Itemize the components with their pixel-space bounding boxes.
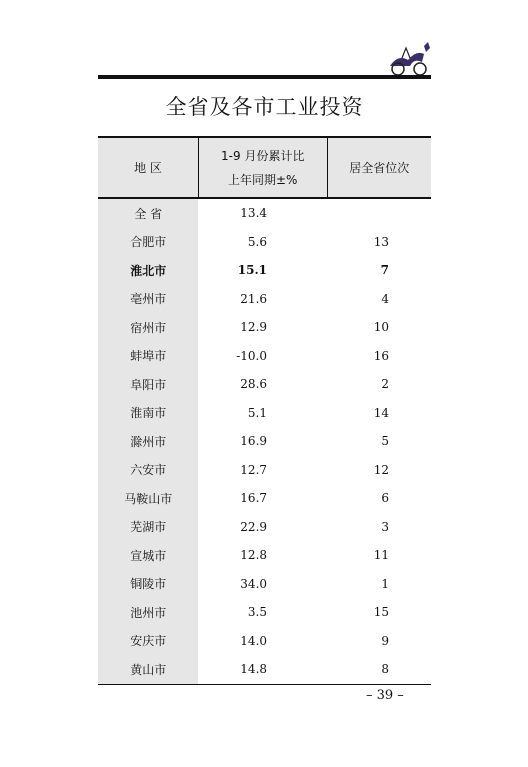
value-cell: 14.0 <box>240 633 268 648</box>
region-cell: 滁州市 <box>98 427 198 456</box>
header-rank: 居全省位次 <box>327 137 431 198</box>
table-row <box>98 570 431 599</box>
header-value <box>198 137 327 198</box>
value-cell: 12.8 <box>240 548 268 563</box>
value-cell: 12.7 <box>240 462 268 477</box>
table-row <box>98 456 431 485</box>
value-cell: 14.8 <box>198 655 327 684</box>
region-cell: 阜阳市 <box>98 370 198 399</box>
region-cell: 黄山市 <box>98 655 198 684</box>
header-rule <box>98 75 431 79</box>
page-number: – 39 – <box>366 688 404 703</box>
rank-cell: 10 <box>373 320 389 335</box>
table-row <box>98 427 431 456</box>
rank-cell: 14 <box>373 405 389 420</box>
region-cell: 淮北市 <box>98 256 198 285</box>
rank-cell: 11 <box>373 548 389 563</box>
rank-cell: 16 <box>373 348 389 363</box>
table-header-row <box>98 137 431 198</box>
rank-cell: 12 <box>373 462 389 477</box>
region-cell: 六安市 <box>98 456 198 485</box>
value-cell: 3.5 <box>247 605 268 620</box>
table-row <box>98 198 431 228</box>
region-cell: 蚌埠市 <box>98 342 198 371</box>
value-cell: 28.6 <box>240 377 268 392</box>
page-title: 全省及各市工业投资 <box>165 95 364 119</box>
region-cell: 池州市 <box>98 598 198 627</box>
header-region: 地 区 <box>98 137 198 198</box>
header-value-line1: 1-9 月份累计比 <box>221 148 305 163</box>
region-cell: 马鞍山市 <box>98 484 198 513</box>
rank-cell: 3 <box>381 519 389 534</box>
region-cell: 芜湖市 <box>98 513 198 542</box>
table-row <box>98 655 431 684</box>
rank-cell: 4 <box>381 291 389 306</box>
table-row <box>98 484 431 513</box>
table-row <box>98 513 431 542</box>
value-cell: -10.0 <box>236 348 268 363</box>
header-value-line2: 上年同期±% <box>228 172 298 187</box>
rank-cell: 15 <box>373 605 389 620</box>
rank-cell: 7 <box>380 263 389 278</box>
value-cell: 5.6 <box>247 234 268 249</box>
value-cell: 16.9 <box>240 434 268 449</box>
rank-cell: 2 <box>381 377 389 392</box>
table-row <box>98 342 431 371</box>
region-cell: 安庆市 <box>98 627 198 656</box>
region-cell: 亳州市 <box>98 285 198 314</box>
table-row <box>98 313 431 342</box>
rank-cell: 6 <box>381 491 389 506</box>
region-cell: 淮南市 <box>98 399 198 428</box>
region-cell: 全 省 <box>98 198 198 228</box>
rank-cell: 9 <box>381 633 389 648</box>
region-cell: 铜陵市 <box>98 570 198 599</box>
table-row <box>98 399 431 428</box>
table-row <box>98 598 431 627</box>
table-row <box>98 256 431 285</box>
rank-cell: 5 <box>381 434 389 449</box>
value-cell: 22.9 <box>240 519 268 534</box>
rank-cell: 13 <box>373 234 389 249</box>
table-row <box>98 627 431 656</box>
value-cell: 21.6 <box>240 291 268 306</box>
table-row <box>98 285 431 314</box>
region-cell: 合肥市 <box>98 228 198 257</box>
region-cell: 宿州市 <box>98 313 198 342</box>
rank-cell: 8 <box>327 655 431 684</box>
rank-cell <box>327 198 431 228</box>
value-cell: 34.0 <box>240 576 268 591</box>
rank-cell: 1 <box>381 576 389 591</box>
value-cell: 16.7 <box>240 491 268 506</box>
value-cell: 12.9 <box>240 320 268 335</box>
investment-table <box>98 136 431 685</box>
value-cell: 5.1 <box>247 405 268 420</box>
value-cell: 13.4 <box>240 206 268 221</box>
horse-cart-logo <box>388 40 432 76</box>
table-row <box>98 370 431 399</box>
table-row <box>98 228 431 257</box>
table-row <box>98 541 431 570</box>
value-cell: 15.1 <box>237 263 268 278</box>
region-cell: 宣城市 <box>98 541 198 570</box>
